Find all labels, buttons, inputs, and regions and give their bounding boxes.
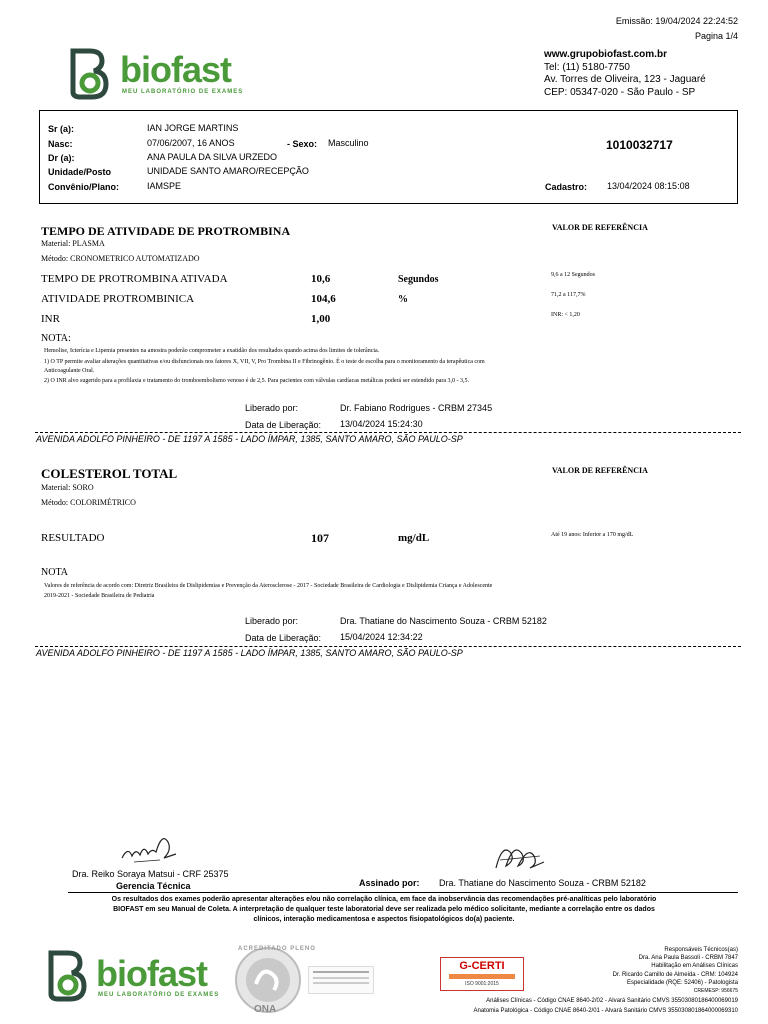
exam2-note-title: NOTA xyxy=(41,567,68,578)
footer-biofast-logo xyxy=(46,950,226,1002)
exam2-address: AVENIDA ADOLFO PINHEIRO - DE 1197 A 1585 - LADO ÍMPAR, 1385, SANTO AMARO, SÃO PAULO-SP xyxy=(36,648,463,658)
signature-separator xyxy=(68,892,738,893)
emission-date: Emissão: 19/04/2024 22:24:52 xyxy=(615,16,738,26)
exam2-release-date: 15/04/2024 12:34:22 xyxy=(340,632,423,642)
exam1-row-2-name: INR xyxy=(41,313,60,325)
lab-address: Av. Torres de Oliveira, 123 - Jaguaré xyxy=(544,74,706,85)
exam2-release-date-label: Data de Liberação: xyxy=(245,633,322,643)
exam2-material: Material: SORO xyxy=(41,483,94,492)
cnae-info xyxy=(473,996,738,1016)
exam1-row-1-ref: 71,2 a 117,7% xyxy=(551,292,586,298)
exam2-separator xyxy=(35,646,741,647)
exam1-note-title: NOTA: xyxy=(41,333,71,344)
patient-birth: 07/06/2007, 16 ANOS xyxy=(147,138,235,148)
exam1-note-line-1: 1) O TP permite avaliar alterações quantitativas e/ou disfuncionais nos fatores X, VII, V, Pro Trombina II e Fibrinogênio. É o teste de escolha para o monitoramento da terapêutica com xyxy=(44,359,485,365)
tech-line-0: Responsáveis Técnicos(as) xyxy=(664,947,738,953)
phone: Tel: (11) 5180-7750 xyxy=(544,62,630,73)
footer-logo-tagline: MEU LABORATÓRIO DE EXAMES xyxy=(98,992,220,998)
logo-name: biofast xyxy=(120,49,232,90)
exam1-row-1-name: ATIVIDADE PROTROMBINICA xyxy=(41,293,195,305)
exam2-released-label: Liberado por: xyxy=(245,616,299,626)
exam2-row-name: RESULTADO xyxy=(41,532,105,544)
ona-accreditation-badge xyxy=(232,944,382,1018)
unit-label: Unidade/Posto xyxy=(48,167,112,177)
sex-label: - Sexo: xyxy=(287,139,318,149)
exam1-row-0-ref: 9,6 a 12 Segundos xyxy=(551,272,595,278)
signed-label: Assinado por: xyxy=(359,878,420,888)
doctor-name: ANA PAULA DA SILVA URZEDO xyxy=(147,152,278,162)
exam1-title: TEMPO DE ATIVIDADE DE PROTROMBINA xyxy=(41,224,291,238)
cnae-line-0: Análises Clínicas - Código CNAE 8640-2/02 - Alvará Sanitário CMVS 355030801864000690​19 xyxy=(486,998,738,1004)
unit-name: UNIDADE SANTO AMARO/RECEPÇÃO xyxy=(147,166,309,176)
technical-responsibles xyxy=(613,946,738,995)
signature-left-icon xyxy=(120,828,180,868)
exam1-separator xyxy=(35,432,741,433)
website: www.grupobiofast.com.br xyxy=(544,49,667,60)
exam1-row-0-unit: Segundos xyxy=(398,274,439,285)
doctor-label: Dr (a): xyxy=(48,153,75,163)
exam1-note-line-2: Anticoagulante Oral. xyxy=(44,368,95,374)
register-label: Cadastro: xyxy=(545,182,588,192)
birth-label: Nasc: xyxy=(48,139,73,149)
exam1-released-label: Liberado por: xyxy=(245,403,299,413)
gcerti-name: G-CERTI xyxy=(459,960,505,972)
biofast-b-icon xyxy=(68,48,110,100)
patient-sex: Masculino xyxy=(328,138,369,148)
signature-left-name: Dra. Reiko Soraya Matsui - CRF 25375 xyxy=(72,869,229,879)
exam1-release-date: 13/04/2024 15:24:30 xyxy=(340,419,423,429)
exam1-row-1-value: 104,6 xyxy=(311,293,336,305)
exam1-ref-header: VALOR DE REFERÊNCIA xyxy=(552,223,648,232)
tech-line-2: Habilitação em Análises Clínicas xyxy=(651,963,738,970)
gcerti-badge xyxy=(440,957,524,991)
exam1-method: Método: CRONOMETRICO AUTOMATIZADO xyxy=(41,254,200,263)
disclaimer-line-0: Os resultados dos exames poderão apresentar alterações e/ou não correlação clínica, em face da inobservância das recomendações pré-analíticas pelo laboratório xyxy=(111,896,657,903)
ona-brand: ONA xyxy=(254,1004,277,1015)
exam1-row-2-ref: INR: < 1,20 xyxy=(551,312,580,318)
logo-tagline: MEU LABORATÓRIO DE EXAMES xyxy=(122,89,244,95)
patient-name: IAN JORGE MARTINS xyxy=(147,123,239,133)
disclaimer xyxy=(0,895,768,925)
plan-name: IAMSPE xyxy=(147,181,182,191)
exam2-row-ref: Até 19 anos: Inferior a 170 mg/dL xyxy=(551,532,634,538)
exam1-address: AVENIDA ADOLFO PINHEIRO - DE 1197 A 1585 - LADO ÍMPAR, 1385, SANTO AMARO, SÃO PAULO-SP xyxy=(36,434,463,444)
exam2-row-unit: mg/dL xyxy=(398,532,430,544)
register-date: 13/04/2024 08:15:08 xyxy=(607,181,690,191)
signature-right-icon xyxy=(492,838,548,876)
exam1-row-0-value: 10,6 xyxy=(311,273,331,285)
tech-line-5: CREMESP: 956675 xyxy=(693,988,738,995)
cnae-line-1: Anatomia Patológica - Código CNAE 8640-2/01 - Alvará Sanitário CMVS 35503080186400006​9310 xyxy=(473,1008,738,1014)
ona-text: ACREDITADO PLENO xyxy=(238,946,316,952)
signature-left-title: Gerencia Técnica xyxy=(116,881,191,891)
footer-biofast-b-icon xyxy=(46,950,88,1002)
biofast-logo xyxy=(68,48,248,100)
lab-cep: CEP: 05347-020 - São Paulo - SP xyxy=(544,87,696,98)
footer-logo-name: biofast xyxy=(96,953,208,994)
plan-label: Convênio/Plano: xyxy=(48,182,120,192)
exam1-note-line-0: Hemolise, Icterícia e Lipemia presentes na amostra poderão comprometer a exatidão dos resultados quando acima dos limites de tolerância. xyxy=(44,348,380,354)
patient-id: 1010032717 xyxy=(606,138,673,152)
exam1-row-1-unit: % xyxy=(398,294,408,305)
tech-line-3: Dr. Ricardo Camillo de Almeida - CRM: 104924 xyxy=(612,971,738,978)
exam1-row-2-value: 1,00 xyxy=(311,313,331,325)
tech-line-1: Dra. Ana Paula Bassoli - CRBM 7847 xyxy=(638,955,738,962)
page-number: Pagina 1/4 xyxy=(694,31,738,41)
disclaimer-line-1: BIOFAST em seu Manual de Coleta. A interpretação de qualquer teste laboratorial deve ser realizada pelo médico solicitante, mediante a correlação entre os dados xyxy=(113,906,655,913)
exam1-released-by: Dr. Fabiano Rodrigues - CRBM 27345 xyxy=(340,403,493,413)
exam2-note-line-1: 2019-2021 - Sociedade Brasileira de Pediatria xyxy=(44,593,155,599)
exam2-ref-header: VALOR DE REFERÊNCIA xyxy=(552,466,648,475)
exam2-method: Método: COLORIMÉTRICO xyxy=(41,498,136,507)
exam1-release-date-label: Data de Liberação: xyxy=(245,420,322,430)
disclaimer-line-2: clínicos, interação medicamentosa e aspectos fisiopatológicos do(a) paciente. xyxy=(253,916,515,923)
exam2-note-line-0: Valores de referência de acordo com: Diretriz Brasileira de Dislipidemias e Prevenção da Aterosclerose - 2017 - Sociedade Brasileira de Cardiologia e Dislipidemia Criança e Adolescente xyxy=(44,583,493,589)
signature-right-name: Dra. Thatiane do Nascimento Souza - CRBM 52182 xyxy=(439,878,646,888)
exam1-note-line-3: 2) O INR alvo sugerido para a profilaxia e tratamento do tromboembolismo venoso é de 2,5. Para pacientes com válvulas cardíacas metálicas poderá ser estendido para 3,0 - 3,5. xyxy=(44,378,470,384)
exam1-row-0-name: TEMPO DE PROTROMBINA ATIVADA xyxy=(41,273,228,285)
exam2-row-value: 107 xyxy=(311,531,329,545)
exam1-material: Material: PLASMA xyxy=(41,239,105,248)
exam2-title: COLESTEROL TOTAL xyxy=(41,466,178,481)
name-label: Sr (a): xyxy=(48,124,75,134)
exam2-released-by: Dra. Thatiane do Nascimento Souza - CRBM 52182 xyxy=(340,616,547,626)
gcerti-sub: ISO 9001:2015 xyxy=(465,981,499,987)
ona-certificate-panel xyxy=(308,966,374,994)
tech-line-4: Especialidade (RQE: 52406) - Patologista xyxy=(626,979,738,986)
